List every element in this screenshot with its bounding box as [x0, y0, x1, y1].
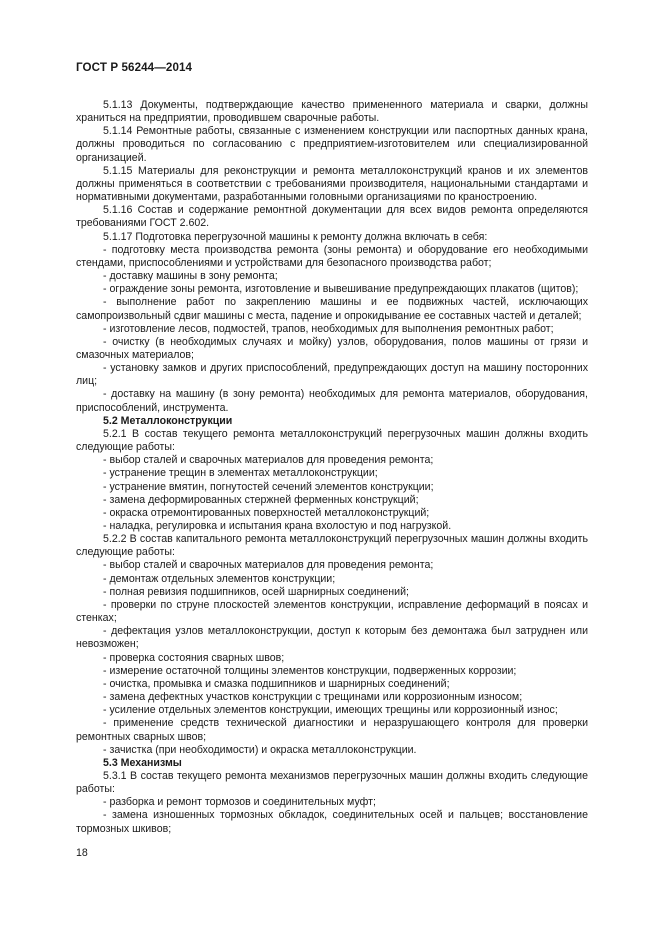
clause-5-1-15: 5.1.15 Материалы для реконструкции и ремонта металлоконструкций кранов и их элементов должны применяться в соответствии с требованиями производителя, национальными стандартами и нормативными документами, разработанными головными организациями по краностроению.: [76, 164, 588, 204]
list-item: - окраска отремонтированных поверхностей металлоконструкций;: [103, 506, 430, 519]
clause-5-1-13: 5.1.13 Документы, подтверждающие качество примененного материала и сварки, должны храниться на предприятии, проводившем сварочные работы.: [76, 99, 588, 125]
clause-5-1-14: 5.1.14 Ремонтные работы, связанные с изменением конструкции или паспортных данных крана, должны проводиться по согласованию с предприятием-изготовителем или специализированной организацией.: [76, 125, 588, 164]
section-heading-5-2: 5.2 Металлоконструкции: [103, 414, 233, 427]
clause-5-3-1: 5.3.1 В состав текущего ремонта механизмов перегрузочных машин должны входить следующие работы:: [76, 769, 588, 796]
clause-5-2-1: 5.2.1 В состав текущего ремонта металлоконструкций перегрузочных машин должны входить следующие работы:: [76, 427, 588, 454]
list-item: - изготовление лесов, подмостей, трапов, необходимых для выполнения ремонтных работ;: [103, 322, 554, 335]
list-item: - замена деформированных стержней ферменных конструкций;: [103, 493, 419, 506]
list-item: - доставку на машину (в зону ремонта) необходимых для ремонта материалов, оборудования, приспособлений, инструмента.: [76, 388, 588, 414]
list-item: - выбор сталей и сварочных материалов для проведения ремонта;: [103, 454, 434, 467]
page-number: 18: [76, 847, 88, 859]
list-item: - ограждение зоны ремонта, изготовление и вывешивание предупреждающих плакатов (щитов);: [103, 283, 579, 296]
list-item: - разборка и ремонт тормозов и соединительных муфт;: [103, 796, 376, 809]
list-item: - очистка, промывка и смазка подшипников и шарнирных соединений;: [103, 677, 450, 690]
document-body: [76, 99, 588, 836]
list-item: - проверка состояния сварных швов;: [103, 651, 285, 664]
list-item: - устранение вмятин, погнутостей сечений элементов конструкции;: [103, 480, 434, 493]
list-item: - устранение трещин в элементах металлоконструкции;: [103, 467, 378, 480]
list-item: - зачистка (при необходимости) и окраска металлоконструкции.: [103, 743, 417, 756]
list-item: - усиление отдельных элементов конструкции, имеющих трещины или коррозионный износ;: [103, 704, 558, 717]
list-item: - демонтаж отдельных элементов конструкции;: [103, 572, 336, 585]
list-item: - применение средств технической диагностики и неразрушающего контроля для проверки ремонтных сварных швов;: [76, 717, 588, 743]
list-item: - установку замков и других приспособлений, предупреждающих доступ на машину посторонних лиц;: [76, 362, 588, 388]
document-header: ГОСТ Р 56244—2014: [76, 61, 193, 74]
list-item: - замена изношенных тормозных обкладок, соединительных осей и пальцев; восстановление тормозных шкивов;: [76, 809, 588, 835]
clause-5-1-16: 5.1.16 Состав и содержание ремонтной документации для всех видов ремонта определяются требованиями ГОСТ 2.602.: [76, 204, 588, 230]
list-item: - полная ревизия подшипников, осей шарнирных соединений;: [103, 585, 409, 598]
list-item: - выбор сталей и сварочных материалов для проведения ремонта;: [103, 559, 434, 572]
list-item: - доставку машины в зону ремонта;: [103, 270, 278, 283]
section-heading-5-3: 5.3 Механизмы: [103, 756, 182, 769]
list-item: - очистку (в необходимых случаях и мойку) узлов, оборудования, полов машины от грязи и смазочных материалов;: [76, 335, 588, 361]
clause-5-1-17: 5.1.17 Подготовка перегрузочной машины к ремонту должна включать в себя:: [103, 230, 488, 243]
list-item: - наладка, регулировка и испытания крана вхолостую и под нагрузкой.: [103, 520, 452, 532]
list-item: - выполнение работ по закреплению машины и ее подвижных частей, исключающих самопроизвольный сдвиг машины с места, падение и опрокидывание ее составных частей и деталей;: [76, 296, 588, 322]
clause-5-2-2: 5.2.2 В состав капитального ремонта металлоконструкций перегрузочных машин должны входить следующие работы:: [76, 533, 588, 559]
list-item: - подготовку места производства ремонта (зоны ремонта) и оборудование его необходимыми стендами, приспособлениями и устройствами для безопасного производства работ;: [76, 243, 588, 269]
list-item: - дефектация узлов металлоконструкции, доступ к которым без демонтажа был затруднен или невозможен;: [76, 625, 588, 651]
list-item: - проверки по струне плоскостей элементов конструкции, исправление деформаций в поясах и стенках;: [76, 598, 588, 625]
list-item: - измерение остаточной толщины элементов конструкции, подверженных коррозии;: [103, 664, 517, 677]
list-item: - замена дефектных участков конструкции с трещинами или коррозионным износом;: [103, 691, 523, 704]
